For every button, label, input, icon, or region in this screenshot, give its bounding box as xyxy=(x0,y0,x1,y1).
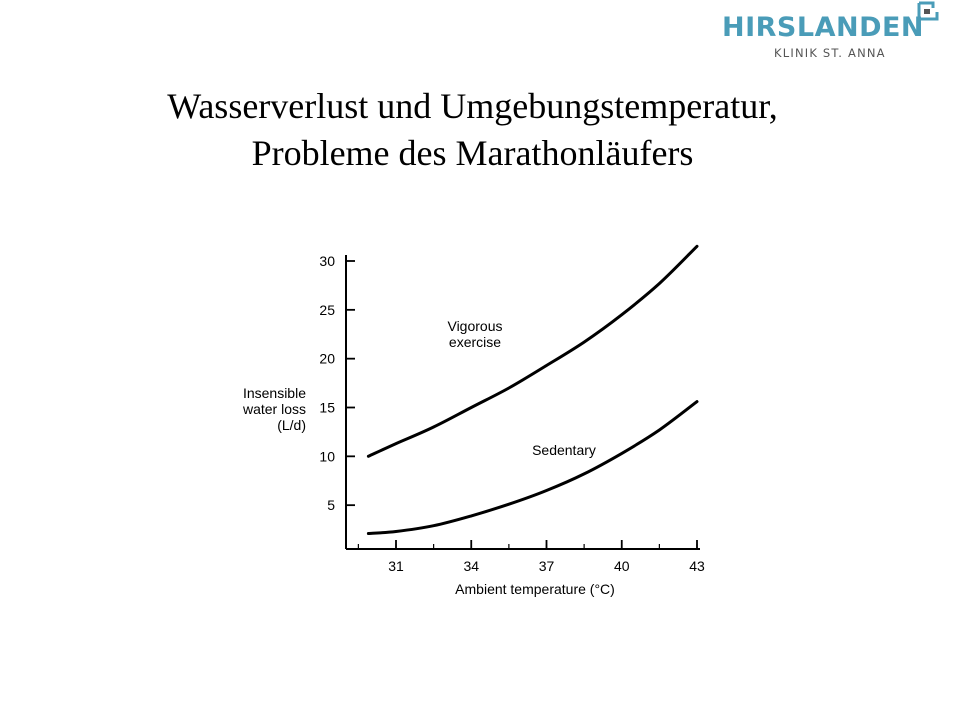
y-tick-label: 30 xyxy=(319,253,335,269)
series-label-line: Vigorous xyxy=(447,318,503,334)
chart-axes xyxy=(346,255,700,549)
series-line-vigorous-exercise xyxy=(368,246,697,456)
chart-ticks xyxy=(319,253,705,574)
logo-subtitle: KLINIK ST. ANNA xyxy=(774,46,886,60)
x-tick-label: 34 xyxy=(463,558,480,574)
y-axis-label-line: (L/d) xyxy=(277,417,306,433)
chart-series xyxy=(368,246,697,533)
x-axis-label: Ambient temperature (°C) xyxy=(455,581,615,597)
series-line-sedentary xyxy=(368,402,697,534)
y-tick-label: 25 xyxy=(319,301,335,318)
series-label-line: exercise xyxy=(448,334,502,350)
x-tick-label: 37 xyxy=(538,558,555,574)
logo-brand: HIRSLANDEN xyxy=(722,12,925,43)
x-tick-label: 43 xyxy=(689,558,705,574)
series-label-vigorous-exercise xyxy=(447,318,502,350)
x-tick-label: 31 xyxy=(388,558,404,574)
y-axis-label-line: water loss xyxy=(242,401,306,417)
slide-title-line-2: Probleme des Marathonläufers xyxy=(251,133,694,173)
y-tick-label: 10 xyxy=(319,448,335,465)
chart-labels xyxy=(242,318,615,597)
y-tick-label: 5 xyxy=(327,497,335,514)
y-axis-label xyxy=(242,385,306,433)
y-tick-label: 20 xyxy=(319,350,335,367)
series-label-line: Sedentary xyxy=(532,442,596,458)
x-tick-label: 40 xyxy=(613,558,630,574)
series-label-sedentary xyxy=(532,442,596,458)
slide-title-line-1: Wasserverlust und Umgebungstemperatur, xyxy=(167,86,778,126)
y-tick-label: 15 xyxy=(319,399,335,416)
y-axis-label-line: Insensible xyxy=(242,385,306,401)
